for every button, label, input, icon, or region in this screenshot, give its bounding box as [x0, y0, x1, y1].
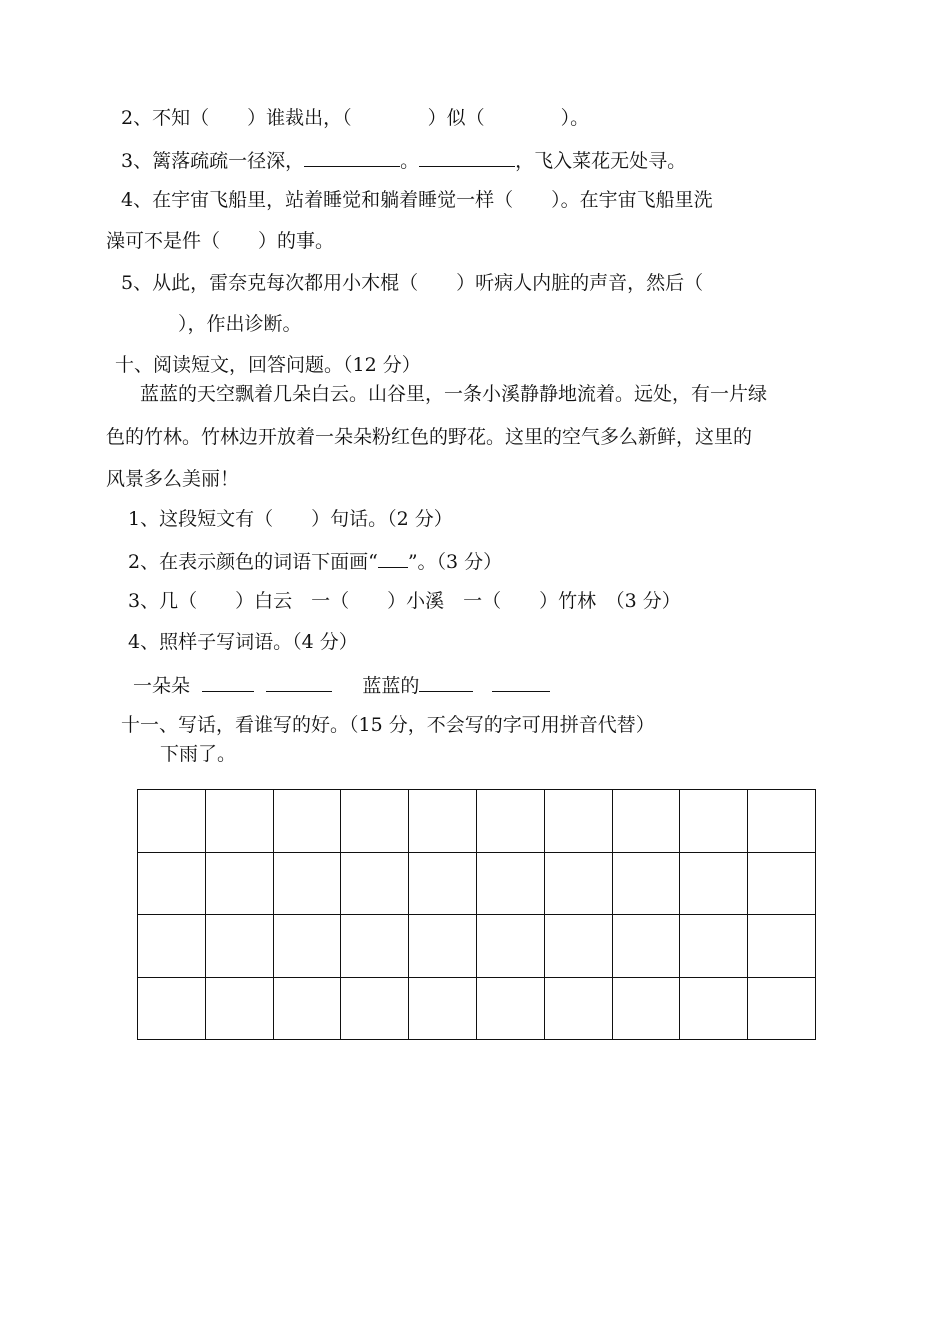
- passage-line-1: 蓝蓝的天空飘着几朵白云。山谷里，一条小溪静静地流着。远处，有一片绿: [140, 383, 768, 405]
- question-4-line-2: 澡可不是件（ ）的事。: [106, 230, 335, 252]
- question-4-line-1: 4、在宇宙飞船里，站着睡觉和躺着睡觉一样（ ）。在宇宙飞船里洗: [121, 189, 713, 211]
- grid-cell[interactable]: [612, 852, 680, 915]
- grid-cell[interactable]: [476, 915, 544, 978]
- grid-cell[interactable]: [273, 790, 341, 853]
- question-3-text-b: 。: [400, 150, 420, 172]
- grid-cell[interactable]: [748, 790, 816, 853]
- grid-cell[interactable]: [341, 977, 409, 1040]
- question-5-line-2: ），作出诊断。: [140, 313, 302, 335]
- grid-cell[interactable]: [612, 790, 680, 853]
- question-5-line-1: 5、从此，雷奈克每次都用小木棍（ ）听病人内脏的声音，然后（: [121, 272, 704, 294]
- grid-cell[interactable]: [680, 852, 748, 915]
- answer-blank[interactable]: [419, 147, 515, 167]
- grid-row: [138, 977, 816, 1040]
- grid-cell[interactable]: [476, 852, 544, 915]
- reading-question-3: 3、几（ ）白云 一（ ）小溪 一（ ）竹林 （3 分）: [128, 590, 681, 612]
- grid-cell[interactable]: [138, 790, 206, 853]
- grid-cell[interactable]: [544, 852, 612, 915]
- example-line: [133, 672, 550, 698]
- grid-cell[interactable]: [544, 977, 612, 1040]
- grid-cell[interactable]: [680, 915, 748, 978]
- section-11-heading: 十一、写话，看谁写的好。（15 分，不会写的字可用拼音代替）: [121, 714, 655, 736]
- example-word-b: 蓝蓝的: [362, 675, 420, 697]
- underline-sample: [378, 548, 408, 568]
- grid-cell[interactable]: [341, 852, 409, 915]
- grid-cell[interactable]: [409, 977, 477, 1040]
- grid-cell[interactable]: [748, 977, 816, 1040]
- grid-cell[interactable]: [409, 852, 477, 915]
- grid-cell[interactable]: [748, 915, 816, 978]
- grid-cell[interactable]: [205, 915, 273, 978]
- grid-row: [138, 790, 816, 853]
- grid-row: [138, 915, 816, 978]
- question-2-line: 2、不知（ ）谁裁出，（ ）似（ ）。: [121, 107, 590, 129]
- answer-blank[interactable]: [202, 672, 254, 692]
- grid-cell[interactable]: [138, 977, 206, 1040]
- answer-blank[interactable]: [304, 147, 400, 167]
- answer-blank[interactable]: [492, 672, 550, 692]
- section-10-heading: 十、阅读短文，回答问题。（12 分）: [115, 354, 421, 376]
- reading-question-2-text-a: 2、在表示颜色的词语下面画“: [128, 551, 378, 573]
- grid-cell[interactable]: [138, 852, 206, 915]
- grid-cell[interactable]: [205, 977, 273, 1040]
- grid-row: [138, 852, 816, 915]
- reading-question-2: [128, 548, 502, 574]
- writing-topic: 下雨了。: [160, 743, 237, 765]
- grid-cell[interactable]: [341, 790, 409, 853]
- grid-cell[interactable]: [612, 977, 680, 1040]
- grid-cell[interactable]: [205, 790, 273, 853]
- writing-grid: [137, 789, 816, 1040]
- grid-cell[interactable]: [748, 852, 816, 915]
- grid-cell[interactable]: [612, 915, 680, 978]
- grid-cell[interactable]: [544, 915, 612, 978]
- grid-cell[interactable]: [273, 852, 341, 915]
- reading-question-2-text-b: ”。（3 分）: [407, 551, 503, 573]
- grid-cell[interactable]: [273, 977, 341, 1040]
- grid-cell[interactable]: [409, 790, 477, 853]
- question-3-line: [121, 147, 686, 173]
- grid-cell[interactable]: [476, 790, 544, 853]
- reading-question-4: 4、照样子写词语。（4 分）: [128, 631, 358, 653]
- reading-question-1: 1、这段短文有（ ）句话。（2 分）: [128, 508, 453, 530]
- grid-cell[interactable]: [680, 790, 748, 853]
- passage-line-2: 色的竹林。竹林边开放着一朵朵粉红色的野花。这里的空气多么新鲜，这里的: [106, 426, 753, 448]
- grid-cell[interactable]: [273, 915, 341, 978]
- grid-cell[interactable]: [341, 915, 409, 978]
- grid-cell[interactable]: [544, 790, 612, 853]
- grid-cell[interactable]: [205, 852, 273, 915]
- grid-cell[interactable]: [138, 915, 206, 978]
- question-3-text-c: ，飞入菜花无处寻。: [515, 150, 687, 172]
- grid-cell[interactable]: [680, 977, 748, 1040]
- answer-blank[interactable]: [419, 672, 473, 692]
- passage-line-3: 风景多么美丽！: [106, 468, 240, 490]
- example-word-a: 一朵朵: [133, 675, 191, 697]
- answer-blank[interactable]: [266, 672, 332, 692]
- question-3-text-a: 3、篱落疏疏一径深，: [121, 150, 305, 172]
- grid-cell[interactable]: [476, 977, 544, 1040]
- grid-cell[interactable]: [409, 915, 477, 978]
